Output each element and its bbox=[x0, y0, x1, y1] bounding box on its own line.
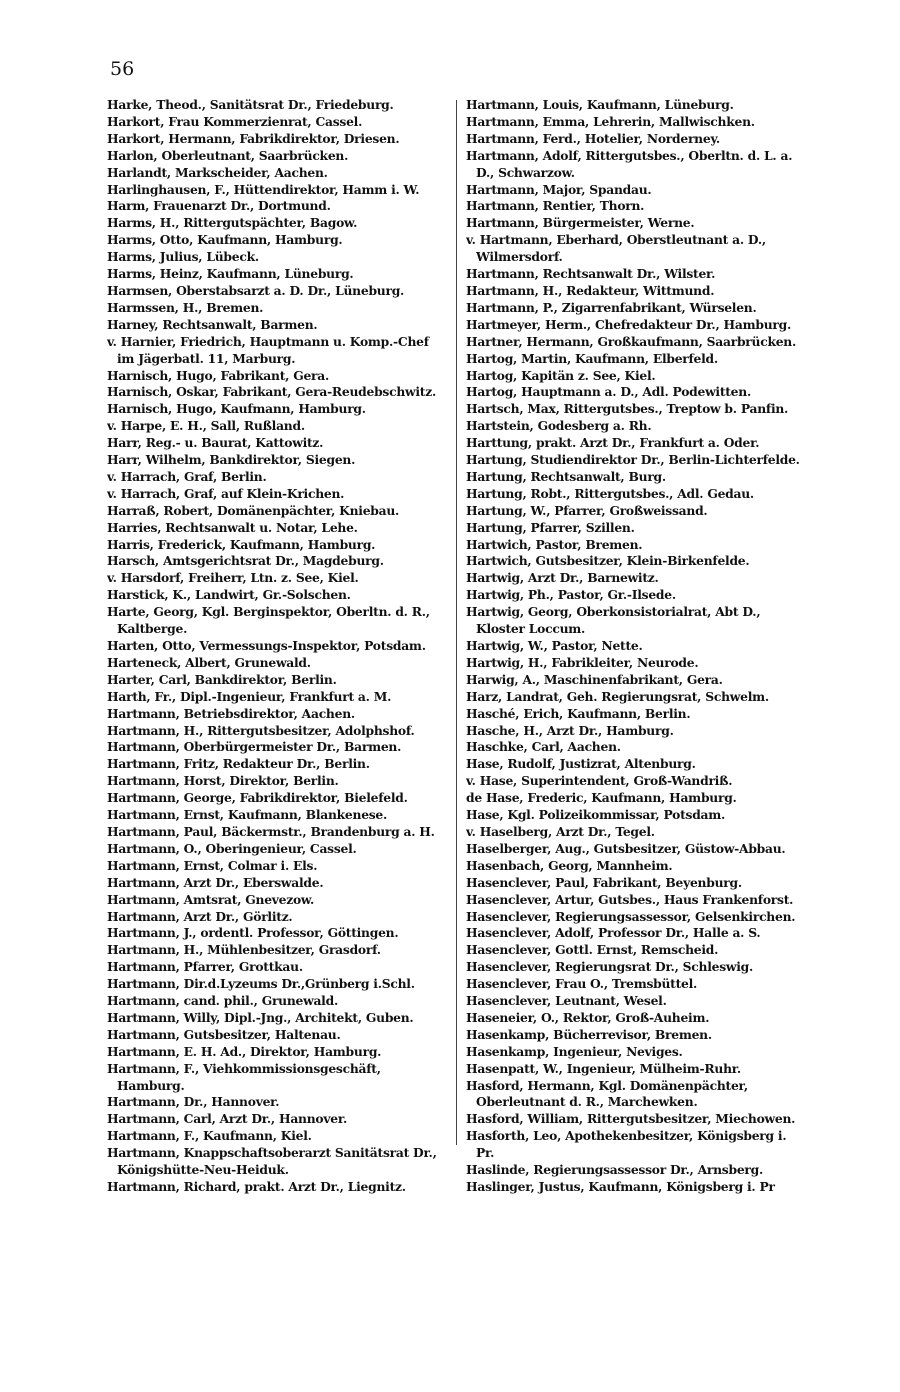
directory-entry: Hartung, Robt., Rittergutsbes., Adl. Gedau. bbox=[466, 485, 754, 501]
directory-entry: Hartmann, Amtsrat, Gnevezow. bbox=[107, 891, 315, 907]
directory-entry: Harms, H., Rittergutspächter, Bagow. bbox=[107, 215, 358, 231]
directory-entry: Hartung, Pfarrer, Szillen. bbox=[466, 519, 635, 535]
directory-entry: Hartmann, Ernst, Kaufmann, Blankenese. bbox=[107, 807, 388, 823]
directory-entry: Hartmann, Rechtsanwalt Dr., Wilster. bbox=[466, 266, 716, 282]
directory-entry: Hartmann, Knappschaftsoberarzt Sanitätsrat Dr., Königshütte-Neu-Heiduk. bbox=[107, 1145, 441, 1178]
directory-entry: Hartmann, P., Zigarrenfabrikant, Würselen. bbox=[466, 299, 757, 315]
directory-entry: Hartmann, Pfarrer, Grottkau. bbox=[107, 959, 303, 975]
directory-entry: Hartwig, Georg, Oberkonsistorialrat, Abt D., Kloster Loccum. bbox=[466, 604, 765, 637]
directory-entry: Harth, Fr., Dipl.-Ingenieur, Frankfurt a. M. bbox=[107, 688, 392, 704]
directory-entry: Hartsch, Max, Rittergutsbes., Treptow b. Panfin. bbox=[466, 401, 789, 417]
directory-entry: Harsch, Amtsgerichtsrat Dr., Magdeburg. bbox=[107, 553, 384, 569]
column-right bbox=[466, 97, 806, 1196]
directory-entry: Harlandt, Markscheider, Aachen. bbox=[107, 164, 328, 180]
directory-entry: Hartog, Kapitän z. See, Kiel. bbox=[466, 367, 656, 383]
directory-entry: Hartung, Rechtsanwalt, Burg. bbox=[466, 468, 666, 484]
directory-entry: Harms, Julius, Lübeck. bbox=[107, 249, 259, 265]
directory-entry: Harmsen, Oberstabsarzt a. D. Dr., Lüneburg. bbox=[107, 282, 405, 298]
directory-entry: v. Hase, Superintendent, Groß-Wandriß. bbox=[466, 773, 733, 789]
directory-entry: Harten, Otto, Vermessungs-Inspektor, Potsdam. bbox=[107, 638, 426, 653]
directory-entry: Harkort, Frau Kommerzienrat, Cassel. bbox=[107, 113, 363, 129]
directory-entry: Hartmann, E. H. Ad., Direktor, Hamburg. bbox=[107, 1043, 382, 1059]
directory-entry: Hartmann, Willy, Dipl.-Jng., Architekt, Guben. bbox=[107, 1009, 414, 1025]
directory-entry: Hartung, Studiendirektor Dr., Berlin-Lichterfelde. bbox=[466, 452, 800, 468]
directory-entry: Hasenclever, Gottl. Ernst, Remscheid. bbox=[466, 942, 719, 958]
directory-entry: Hasche, H., Arzt Dr., Hamburg. bbox=[466, 722, 674, 738]
directory-entry: Harris, Frederick, Kaufmann, Hamburg. bbox=[107, 536, 376, 552]
directory-entry: Harmssen, H., Bremen. bbox=[107, 299, 264, 315]
directory-entry: Haslinde, Regierungsassessor Dr., Arnsberg. bbox=[466, 1162, 764, 1178]
directory-entry: Hasenbach, Georg, Mannheim. bbox=[466, 857, 673, 873]
directory-entry: Hartmann, Dr., Hannover. bbox=[107, 1094, 280, 1110]
directory-entry: Harter, Carl, Bankdirektor, Berlin. bbox=[107, 671, 337, 687]
directory-entry: Harries, Rechtsanwalt u. Notar, Lehe. bbox=[107, 519, 358, 535]
directory-entry: Harstick, K., Landwirt, Gr.-Solschen. bbox=[107, 587, 351, 603]
directory-entry: Harr, Wilhelm, Bankdirektor, Siegen. bbox=[107, 452, 356, 468]
directory-entry: Harte, Georg, Kgl. Berginspektor, Oberltn. d. R., Kaltberge. bbox=[107, 604, 434, 637]
directory-entry: v. Harpe, E. H., Sall, Rußland. bbox=[107, 418, 305, 434]
directory-entry: Hasenclever, Regierungsassessor, Gelsenkirchen. bbox=[466, 908, 796, 924]
directory-entry: Harm, Frauenarzt Dr., Dortmund. bbox=[107, 198, 331, 214]
column-divider bbox=[456, 100, 457, 1145]
directory-entry: Hartmann, Emma, Lehrerin, Mallwischken. bbox=[466, 113, 755, 129]
directory-entry: Haselberger, Aug., Gutsbesitzer, Güstow-Abbau. bbox=[466, 840, 786, 856]
directory-entry: Hartmann, Rentier, Thorn. bbox=[466, 198, 645, 214]
directory-entry: Hase, Kgl. Polizeikommissar, Potsdam. bbox=[466, 807, 726, 823]
directory-entry: Hartwig, Ph., Pastor, Gr.-Ilsede. bbox=[466, 587, 676, 603]
directory-entry: Hartmann, Fritz, Redakteur Dr., Berlin. bbox=[107, 756, 370, 772]
directory-entry: Hartstein, Godesberg a. Rh. bbox=[466, 418, 652, 434]
directory-entry: Hartmann, Ernst, Colmar i. Els. bbox=[107, 857, 318, 873]
directory-entry: de Hase, Frederic, Kaufmann, Hamburg. bbox=[466, 790, 737, 806]
directory-entry: Hartmann, Gutsbesitzer, Haltenau. bbox=[107, 1026, 341, 1042]
directory-entry: Haslinger, Justus, Kaufmann, Königsberg i. Pr bbox=[466, 1179, 775, 1194]
directory-entry: Hasenclever, Paul, Fabrikant, Beyenburg. bbox=[466, 874, 742, 890]
directory-entry: Hartmann, O., Oberingenieur, Cassel. bbox=[107, 840, 357, 856]
directory-entry: Harney, Rechtsanwalt, Barmen. bbox=[107, 316, 318, 332]
directory-entry: Hartmann, Carl, Arzt Dr., Hannover. bbox=[107, 1111, 347, 1127]
directory-entry: Hartwig, Arzt Dr., Barnewitz. bbox=[466, 570, 659, 586]
directory-entry: Hartmann, George, Fabrikdirektor, Bielefeld. bbox=[107, 790, 408, 806]
directory-entry: Hasforth, Leo, Apothekenbesitzer, Königsberg i. Pr. bbox=[466, 1128, 791, 1161]
directory-entry: Hartmann, Ferd., Hotelier, Norderney. bbox=[466, 130, 720, 146]
directory-entry: Hartmann, Betriebsdirektor, Aachen. bbox=[107, 705, 355, 721]
directory-entry: Hartmann, H., Redakteur, Wittmund. bbox=[466, 282, 715, 298]
directory-entry: Harteneck, Albert, Grunewald. bbox=[107, 654, 311, 670]
column-left bbox=[107, 97, 447, 1196]
directory-entry: Hartmann, Arzt Dr., Eberswalde. bbox=[107, 874, 324, 890]
directory-entry: v. Hartmann, Eberhard, Oberstleutnant a. D., Wilmersdorf. bbox=[466, 232, 770, 265]
directory-entry: Harke, Theod., Sanitätsrat Dr., Friedeburg. bbox=[107, 97, 394, 112]
directory-entry: Hase, Rudolf, Justizrat, Altenburg. bbox=[466, 756, 696, 772]
directory-entry: Harz, Landrat, Geh. Regierungsrat, Schwelm. bbox=[466, 688, 769, 704]
directory-entry: Hartwich, Gutsbesitzer, Klein-Birkenfelde. bbox=[466, 553, 750, 569]
directory-entry: Hartmann, Louis, Kaufmann, Lüneburg. bbox=[466, 97, 734, 112]
directory-entry: Hartmann, Major, Spandau. bbox=[466, 181, 652, 197]
directory-entry: v. Harrach, Graf, auf Klein-Krichen. bbox=[107, 485, 345, 501]
directory-entry: Hartog, Hauptmann a. D., Adl. Podewitten. bbox=[466, 384, 751, 400]
directory-entry: Hasenclever, Leutnant, Wesel. bbox=[466, 993, 667, 1009]
directory-entry: v. Harnier, Friedrich, Hauptmann u. Komp.-Chef im Jägerbatl. 11, Marburg. bbox=[107, 333, 433, 366]
directory-entry: Hasché, Erich, Kaufmann, Berlin. bbox=[466, 705, 691, 721]
directory-entry: Haschke, Carl, Aachen. bbox=[466, 739, 621, 755]
directory-entry: Hartmann, Bürgermeister, Werne. bbox=[466, 215, 695, 231]
directory-entry: Harttung, prakt. Arzt Dr., Frankfurt a. Oder. bbox=[466, 435, 760, 451]
directory-entry: Hartwig, H., Fabrikleiter, Neurode. bbox=[466, 654, 699, 670]
directory-entry: Hasford, Hermann, Kgl. Domänenpächter, Oberleutnant d. R., Marchewken. bbox=[466, 1077, 752, 1110]
directory-entry: v. Haselberg, Arzt Dr., Tegel. bbox=[466, 823, 655, 839]
directory-entry: Hartmann, Dir.d.Lyzeums Dr.,Grünberg i.Schl. bbox=[107, 976, 415, 992]
directory-entry: Hartmann, cand. phil., Grunewald. bbox=[107, 993, 338, 1009]
directory-entry: Hartog, Martin, Kaufmann, Elberfeld. bbox=[466, 350, 718, 366]
directory-entry: Hasenclever, Artur, Gutsbes., Haus Frankenforst. bbox=[466, 891, 794, 907]
directory-entry: Hartmann, Oberbürgermeister Dr., Barmen. bbox=[107, 739, 402, 755]
directory-entry: Hartmann, H., Rittergutsbesitzer, Adolphshof. bbox=[107, 722, 415, 738]
directory-entry: Harlon, Oberleutnant, Saarbrücken. bbox=[107, 147, 349, 163]
directory-entry: Hartwig, W., Pastor, Nette. bbox=[466, 638, 643, 653]
directory-entry: Hartner, Hermann, Großkaufmann, Saarbrücken. bbox=[466, 333, 797, 349]
directory-entry: Hartmann, F., Viehkommissionsgeschäft, Hamburg. bbox=[107, 1060, 385, 1093]
directory-entry: v. Harsdorf, Freiherr, Ltn. z. See, Kiel. bbox=[107, 570, 359, 586]
directory-entry: Hartmann, F., Kaufmann, Kiel. bbox=[107, 1128, 312, 1144]
directory-entry: Hasenclever, Regierungsrat Dr., Schleswig. bbox=[466, 959, 754, 975]
directory-entry: v. Harrach, Graf, Berlin. bbox=[107, 468, 267, 484]
directory-entry: Hasenpatt, W., Ingenieur, Mülheim-Ruhr. bbox=[466, 1060, 741, 1076]
directory-entry: Hasenkamp, Bücherrevisor, Bremen. bbox=[466, 1026, 712, 1042]
directory-entry: Hasenclever, Frau O., Tremsbüttel. bbox=[466, 976, 698, 992]
directory-entry: Harlinghausen, F., Hüttendirektor, Hamm i. W. bbox=[107, 181, 420, 197]
directory-entry: Hartmann, J., ordentl. Professor, Göttingen. bbox=[107, 925, 399, 941]
directory-entry: Hartmann, Adolf, Rittergutsbes., Oberltn. d. L. a. D., Schwarzow. bbox=[466, 147, 797, 180]
directory-entry: Hartwich, Pastor, Bremen. bbox=[466, 536, 643, 552]
page-number: 56 bbox=[110, 58, 135, 80]
directory-entry: Hartmann, Horst, Direktor, Berlin. bbox=[107, 773, 339, 789]
directory-entry: Harwig, A., Maschinenfabrikant, Gera. bbox=[466, 671, 723, 687]
directory-entry: Hasford, William, Rittergutsbesitzer, Miechowen. bbox=[466, 1111, 796, 1127]
directory-entry: Hartmann, H., Mühlenbesitzer, Grasdorf. bbox=[107, 942, 381, 958]
directory-entry: Hartmann, Arzt Dr., Görlitz. bbox=[107, 908, 293, 924]
directory-entry: Harr, Reg.- u. Baurat, Kattowitz. bbox=[107, 435, 324, 451]
directory-entry: Hartmeyer, Herm., Chefredakteur Dr., Hamburg. bbox=[466, 316, 792, 332]
directory-entry: Hartung, W., Pfarrer, Großweissand. bbox=[466, 502, 708, 518]
directory-entry: Harnisch, Hugo, Kaufmann, Hamburg. bbox=[107, 401, 366, 417]
directory-entry: Harms, Otto, Kaufmann, Hamburg. bbox=[107, 232, 343, 248]
directory-entry: Harkort, Hermann, Fabrikdirektor, Driesen. bbox=[107, 130, 400, 146]
directory-entry: Harms, Heinz, Kaufmann, Lüneburg. bbox=[107, 266, 354, 282]
directory-entry: Harnisch, Oskar, Fabrikant, Gera-Reudebschwitz. bbox=[107, 384, 436, 400]
directory-entry: Hartmann, Richard, prakt. Arzt Dr., Liegnitz. bbox=[107, 1179, 406, 1194]
directory-entry: Haseneier, O., Rektor, Groß-Auheim. bbox=[466, 1009, 710, 1025]
directory-entry: Hasenkamp, Ingenieur, Neviges. bbox=[466, 1043, 683, 1059]
directory-entry: Hartmann, Paul, Bäckermstr., Brandenburg a. H. bbox=[107, 823, 435, 839]
directory-entry: Harnisch, Hugo, Fabrikant, Gera. bbox=[107, 367, 330, 383]
directory-entry: Harraß, Robert, Domänenpächter, Kniebau. bbox=[107, 502, 400, 518]
directory-entry: Hasenclever, Adolf, Professor Dr., Halle a. S. bbox=[466, 925, 761, 941]
